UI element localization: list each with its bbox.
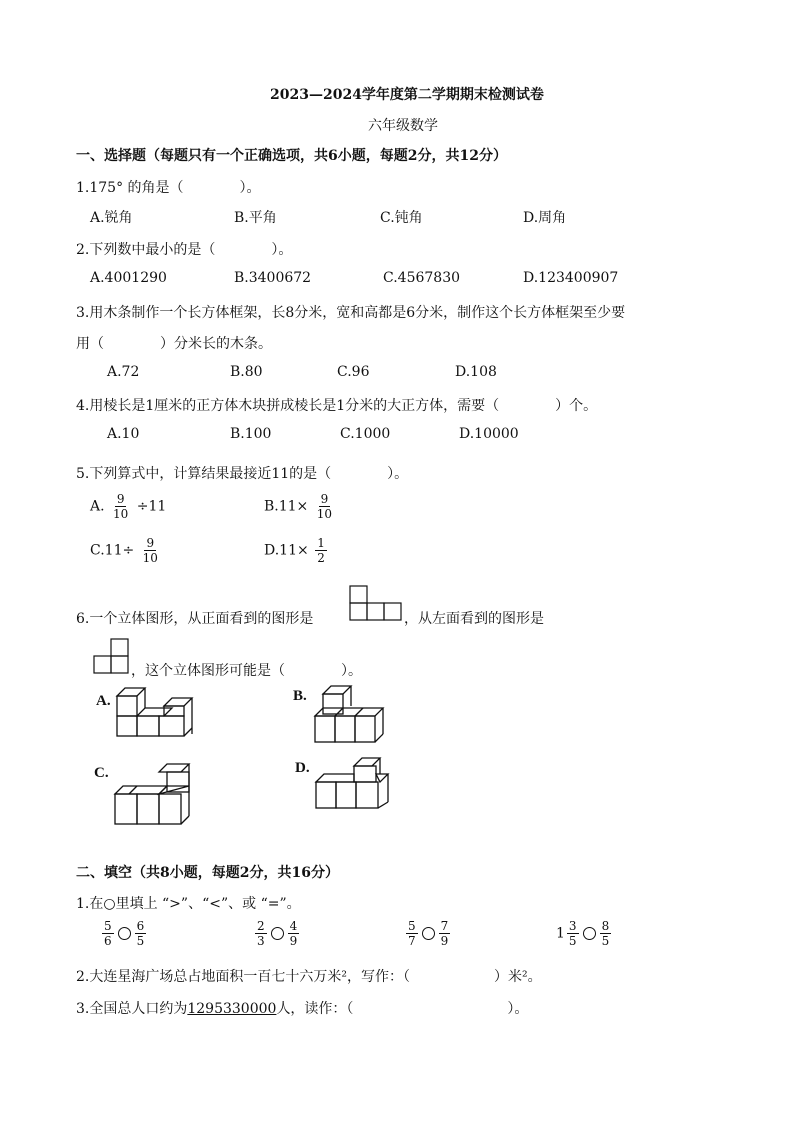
compare-3-right-num: 7 bbox=[440, 919, 449, 933]
section2-heading: 二、填空（共8小题，每题2分，共16分） bbox=[76, 865, 339, 881]
front-view-figure bbox=[348, 584, 404, 624]
q1-option-d: D.周角 bbox=[523, 210, 567, 226]
compare-2-circle[interactable] bbox=[271, 927, 284, 940]
q6-option-b-figure bbox=[313, 684, 388, 746]
compare-2-left bbox=[255, 919, 267, 948]
compare-1-right-den: 5 bbox=[136, 934, 145, 948]
q3-stem-line2: 用（ ）分米长的木条。 bbox=[76, 336, 272, 352]
compare-2-left-num: 2 bbox=[257, 919, 265, 933]
s2-q1-stem: 1.在○里填上 “>”、“<”、或 “=”。 bbox=[76, 896, 301, 912]
compare-1-left-num: 5 bbox=[104, 919, 112, 933]
q5-a-suffix: ÷11 bbox=[136, 498, 167, 515]
q5-option-a bbox=[90, 492, 166, 521]
s2-q2-stem: 2.大连星海广场总占地面积一百七十六万米²，写作：（ ）米²。 bbox=[76, 969, 542, 985]
q3-option-d: D.108 bbox=[455, 364, 497, 380]
q5-a-prefix: A. bbox=[90, 498, 105, 515]
q5-d-fraction bbox=[315, 536, 327, 565]
q5-b-num: 9 bbox=[320, 492, 329, 506]
compare-1-right bbox=[135, 919, 147, 948]
page-title: 2023—2024学年度第二学期期末检测试卷 bbox=[270, 87, 544, 103]
q2-stem: 2.下列数中最小的是（ ）。 bbox=[76, 242, 293, 258]
q4-option-b: B.100 bbox=[230, 426, 272, 442]
q2-option-b: B.3400672 bbox=[234, 270, 312, 286]
section1-heading: 一、选择题（每题只有一个正确选项，共6小题，每题2分，共12分） bbox=[76, 148, 507, 164]
q3-option-a: A.72 bbox=[107, 364, 140, 380]
q5-a-num: 9 bbox=[116, 492, 125, 506]
compare-3-left-den: 7 bbox=[408, 934, 416, 948]
q6-option-c-label: C. bbox=[94, 765, 109, 781]
compare-2-right-num: 4 bbox=[289, 919, 298, 933]
q5-b-fraction bbox=[315, 492, 334, 521]
q5-b-prefix: B.11× bbox=[264, 498, 309, 515]
compare-item-4 bbox=[556, 919, 613, 948]
q5-c-den: 10 bbox=[142, 551, 158, 565]
q5-d-num: 1 bbox=[317, 536, 325, 550]
q4-stem: 4.用棱长是1厘米的正方体木块拼成棱长是1分米的大正方体，需要（ ）个。 bbox=[76, 398, 598, 414]
q5-a-den: 10 bbox=[113, 507, 129, 521]
compare-4-circle[interactable] bbox=[583, 927, 596, 940]
q4-option-c: C.1000 bbox=[340, 426, 391, 442]
q4-option-a: A.10 bbox=[107, 426, 140, 442]
left-view-figure bbox=[93, 637, 131, 677]
q5-d-prefix: D.11× bbox=[264, 542, 309, 559]
compare-item-2 bbox=[253, 919, 301, 948]
s2-q3-prefix: 3.全国总人口约为 bbox=[76, 1001, 188, 1017]
q5-option-d bbox=[264, 536, 329, 565]
compare-2-right bbox=[288, 919, 300, 948]
q6-stem-part3: ，这个立体图形可能是（ ）。 bbox=[131, 663, 362, 679]
compare-4-whole: 1 bbox=[556, 925, 565, 942]
q6-stem-part2: ，从左面看到的图形是 bbox=[404, 611, 544, 627]
compare-4-left-num: 3 bbox=[568, 919, 577, 933]
q5-a-fraction bbox=[111, 492, 130, 521]
compare-2-left-den: 3 bbox=[257, 934, 265, 948]
s2-q3-suffix: 人，读作：（ ）。 bbox=[276, 1001, 529, 1017]
q5-stem: 5.下列算式中，计算结果最接近11的是（ ）。 bbox=[76, 466, 409, 482]
q5-d-den: 2 bbox=[317, 551, 325, 565]
q6-option-a-figure bbox=[115, 686, 200, 742]
q5-c-num: 9 bbox=[146, 536, 155, 550]
compare-3-left bbox=[406, 919, 418, 948]
s2-q3-number: 1295330000 bbox=[187, 1001, 277, 1017]
compare-1-circle[interactable] bbox=[118, 927, 131, 940]
compare-1-left-den: 6 bbox=[104, 934, 112, 948]
q5-option-c bbox=[90, 536, 162, 565]
q3-option-c: C.96 bbox=[337, 364, 370, 380]
page-subtitle: 六年级数学 bbox=[368, 118, 438, 134]
q1-option-b: B.平角 bbox=[234, 210, 277, 226]
q1-option-c: C.钝角 bbox=[380, 210, 423, 226]
compare-item-1 bbox=[100, 919, 148, 948]
compare-item-3 bbox=[404, 919, 452, 948]
q5-c-fraction bbox=[141, 536, 160, 565]
q5-b-den: 10 bbox=[316, 507, 333, 521]
s2-q3-stem bbox=[76, 998, 528, 1018]
q6-option-d-label: D. bbox=[295, 760, 310, 776]
q1-option-a: A.锐角 bbox=[90, 210, 133, 226]
compare-1-left bbox=[102, 919, 114, 948]
compare-4-left bbox=[567, 919, 579, 948]
q3-stem-line1: 3.用木条制作一个长方体框架，长8分米，宽和高都是6分米，制作这个长方体框架至少要 bbox=[76, 305, 626, 321]
compare-4-right bbox=[600, 919, 612, 948]
q6-option-d-figure bbox=[314, 754, 394, 814]
q2-option-d: D.123400907 bbox=[523, 270, 619, 286]
compare-4-right-num: 8 bbox=[601, 919, 610, 933]
compare-3-circle[interactable] bbox=[422, 927, 435, 940]
q3-option-b: B.80 bbox=[230, 364, 263, 380]
compare-3-right-den: 9 bbox=[440, 934, 449, 948]
q5-option-b bbox=[264, 492, 336, 521]
compare-4-right-den: 5 bbox=[601, 934, 610, 948]
q6-option-a-label: A. bbox=[96, 693, 111, 709]
q2-option-c: C.4567830 bbox=[383, 270, 461, 286]
compare-3-right bbox=[439, 919, 451, 948]
compare-4-left-den: 5 bbox=[568, 934, 577, 948]
compare-3-left-num: 5 bbox=[408, 919, 416, 933]
q5-c-prefix: C.11÷ bbox=[90, 542, 135, 559]
q1-stem: 1.175° 的角是（ ）。 bbox=[76, 180, 261, 196]
q6-option-c-figure bbox=[113, 758, 198, 828]
q6-stem-part1: 6.一个立体图形，从正面看到的图形是 bbox=[76, 611, 314, 627]
q4-option-d: D.10000 bbox=[459, 426, 519, 442]
q2-option-a: A.4001290 bbox=[90, 270, 167, 286]
compare-1-right-num: 6 bbox=[136, 919, 145, 933]
q6-option-b-label: B. bbox=[293, 688, 307, 704]
compare-2-right-den: 9 bbox=[289, 934, 298, 948]
